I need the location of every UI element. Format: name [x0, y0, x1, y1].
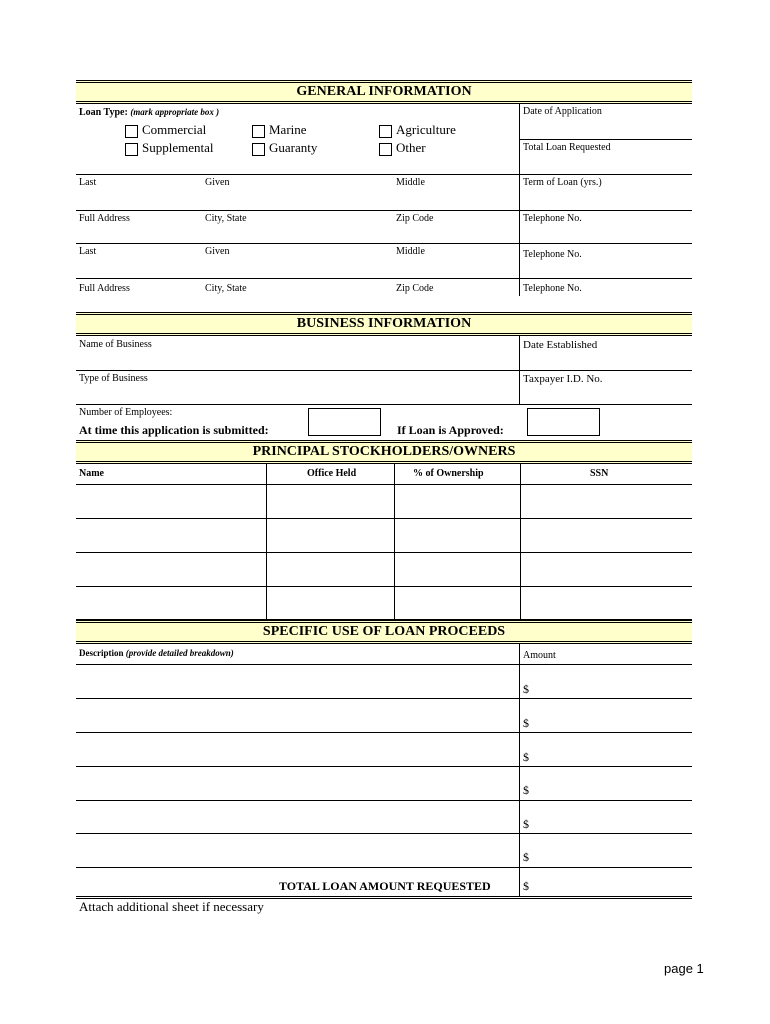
general-row-line-3	[76, 243, 692, 244]
amount-label: Amount	[523, 650, 556, 661]
total-dollar: $	[523, 879, 529, 893]
general-right-divider	[519, 104, 520, 296]
commercial-checkbox[interactable]	[125, 125, 138, 138]
stockholders-col-divider-3	[520, 464, 521, 619]
date-of-application-label: Date of Application	[523, 106, 602, 117]
general-row-line-1	[76, 174, 692, 175]
proceeds-row-line-5	[76, 800, 692, 801]
amount-dollar-5: $	[523, 817, 529, 831]
general-information-title: GENERAL INFORMATION	[296, 84, 472, 99]
attach-note: Attach additional sheet if necessary	[79, 899, 264, 914]
total-loan-amount-label: TOTAL LOAN AMOUNT REQUESTED	[279, 879, 491, 893]
proceeds-row-line-4	[76, 766, 692, 767]
guaranty-option: Guaranty	[269, 140, 318, 155]
supplemental-option: Supplemental	[142, 140, 214, 155]
city-state-label: City, State	[205, 213, 247, 224]
last-name-label: Last	[79, 177, 97, 188]
business-information-header	[76, 312, 692, 336]
zip-code-label-2: Zip Code	[396, 283, 434, 294]
proceeds-row-line-7	[76, 867, 692, 868]
agriculture-checkbox[interactable]	[379, 125, 392, 138]
full-address-label-2: Full Address	[79, 283, 130, 294]
marine-option: Marine	[269, 122, 307, 137]
business-row-line-2	[76, 404, 692, 405]
page-number: page 1	[664, 961, 704, 976]
date-of-application-line	[519, 139, 692, 140]
business-row-line-1	[76, 370, 692, 371]
name-of-business-label: Name of Business	[79, 339, 152, 350]
supplemental-checkbox[interactable]	[125, 143, 138, 156]
stockholders-row-line-4	[76, 586, 692, 587]
proceeds-col-divider	[519, 644, 520, 897]
general-information-header	[76, 80, 692, 104]
employees-now-input[interactable]	[308, 408, 381, 436]
telephone-label-2: Telephone No.	[523, 249, 582, 260]
stockholders-title: PRINCIPAL STOCKHOLDERS/OWNERS	[252, 444, 516, 459]
if-approved-label: If Loan is Approved:	[397, 423, 504, 437]
proceeds-row-line-2	[76, 698, 692, 699]
date-established-label: Date Established	[523, 339, 598, 351]
telephone-label-3: Telephone No.	[523, 283, 582, 294]
city-state-label-2: City, State	[205, 283, 247, 294]
last-name-label-2: Last	[79, 246, 97, 257]
type-of-business-label: Type of Business	[79, 373, 148, 384]
given-name-label: Given	[205, 177, 230, 188]
stockholders-col-divider-1	[266, 464, 267, 619]
telephone-label: Telephone No.	[523, 213, 582, 224]
general-row-line-2	[76, 210, 692, 211]
col-ownership-label: % of Ownership	[413, 468, 484, 479]
proceeds-title: SPECIFIC USE OF LOAN PROCEEDS	[262, 624, 506, 639]
loan-type-label: Loan Type: (mark appropriate box )	[79, 107, 220, 118]
stockholders-row-line-2	[76, 518, 692, 519]
amount-dollar-4: $	[523, 783, 529, 797]
term-of-loan-label: Term of Loan (yrs.)	[523, 177, 602, 188]
proceeds-row-line-3	[76, 732, 692, 733]
full-address-label: Full Address	[79, 213, 130, 224]
at-time-submitted-label: At time this application is submitted:	[79, 423, 269, 437]
stockholders-header	[76, 440, 692, 464]
description-label: Description (provide detailed breakdown)	[79, 648, 234, 658]
middle-name-label: Middle	[396, 177, 425, 188]
amount-dollar-3: $	[523, 750, 529, 764]
amount-dollar-1: $	[523, 682, 529, 696]
proceeds-row-line-1	[76, 664, 692, 665]
agriculture-option: Agriculture	[396, 122, 456, 137]
guaranty-checkbox[interactable]	[252, 143, 265, 156]
total-loan-requested-label: Total Loan Requested	[523, 142, 611, 153]
col-ssn-label: SSN	[590, 468, 609, 479]
stockholders-row-line-1	[76, 484, 692, 485]
commercial-option: Commercial	[142, 122, 207, 137]
stockholders-col-divider-2	[394, 464, 395, 619]
marine-checkbox[interactable]	[252, 125, 265, 138]
amount-dollar-6: $	[523, 850, 529, 864]
col-name-label: Name	[79, 468, 104, 479]
employees-approved-input[interactable]	[527, 408, 600, 436]
col-office-label: Office Held	[307, 468, 357, 479]
description-hint: (provide detailed breakdown)	[125, 648, 234, 658]
business-information-title: BUSINESS INFORMATION	[296, 316, 472, 331]
middle-name-label-2: Middle	[396, 246, 425, 257]
given-name-label-2: Given	[205, 246, 230, 257]
stockholders-row-line-3	[76, 552, 692, 553]
other-option: Other	[396, 140, 426, 155]
proceeds-header	[76, 620, 692, 644]
proceeds-row-line-6	[76, 833, 692, 834]
taxpayer-id-label: Taxpayer I.D. No.	[523, 373, 603, 385]
zip-code-label: Zip Code	[396, 213, 434, 224]
general-row-line-4	[76, 278, 692, 279]
loan-type-hint: (mark appropriate box )	[130, 107, 220, 117]
number-of-employees-label: Number of Employees:	[79, 407, 173, 418]
amount-dollar-2: $	[523, 716, 529, 730]
other-checkbox[interactable]	[379, 143, 392, 156]
